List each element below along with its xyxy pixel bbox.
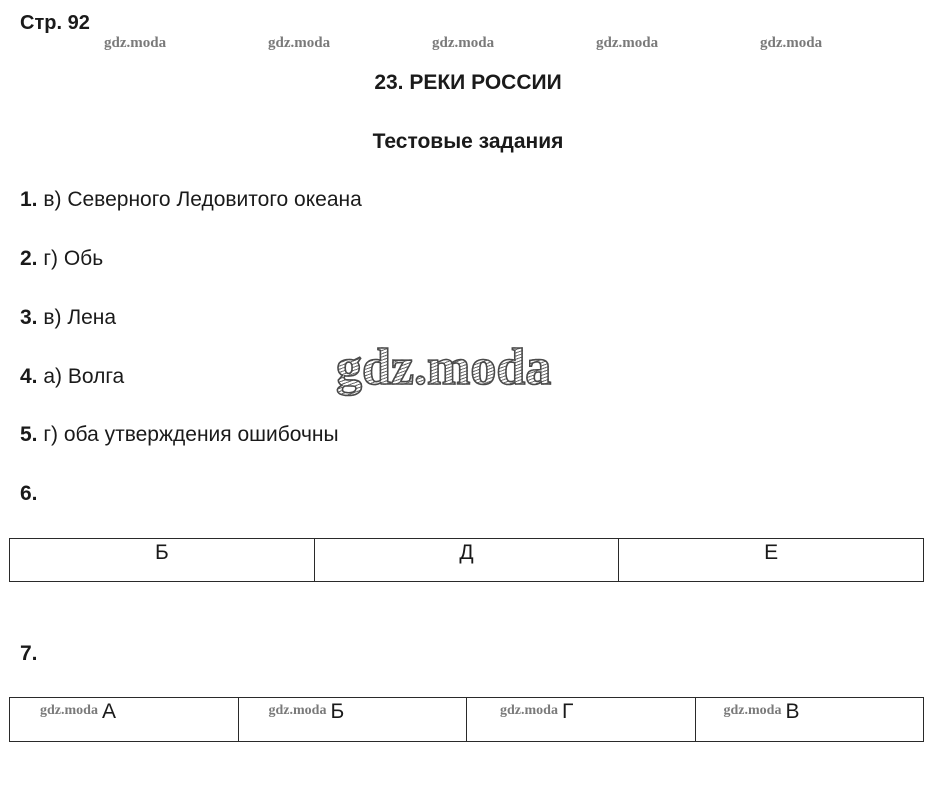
watermark-top-4: gdz.moda — [596, 35, 659, 51]
section-subtitle: Тестовые задания — [372, 130, 564, 153]
answer-text: г) Обь — [37, 247, 104, 270]
answer-text: а) Волга — [37, 365, 125, 388]
table-cell — [695, 698, 924, 742]
answer-number: 4. — [20, 365, 38, 388]
watermark-cell: gdz.moda — [723, 703, 782, 718]
table-row — [10, 698, 924, 742]
cell-value: В — [785, 700, 800, 723]
answer-7-table — [9, 697, 924, 742]
section-title: 23. РЕКИ РОССИИ — [374, 71, 562, 94]
table-cell: Е — [619, 539, 924, 582]
cell-value: Г — [561, 700, 574, 723]
answer-number: 1. — [20, 188, 38, 211]
answer-text: в) Северного Ледовитого океана — [37, 188, 362, 211]
answer-number: 7. — [20, 642, 38, 665]
answer-1 — [20, 188, 362, 212]
answer-number: 3. — [20, 306, 38, 329]
cell-value: А — [101, 700, 116, 723]
answer-3 — [20, 306, 116, 330]
answer-number: 6. — [20, 482, 38, 505]
watermark-cell: gdz.moda — [268, 703, 327, 718]
watermark-top-2: gdz.moda — [268, 35, 331, 51]
answer-text: г) оба утверждения ошибочны — [37, 423, 339, 446]
watermark-cell: gdz.moda — [40, 703, 98, 718]
watermark-cell: gdz.moda — [500, 703, 558, 718]
answer-6 — [20, 482, 38, 506]
table-cell — [467, 698, 696, 742]
answer-2 — [20, 247, 103, 271]
table-cell: Б — [10, 539, 315, 582]
cell-value: Б — [330, 700, 345, 723]
answer-number: 2. — [20, 247, 38, 270]
watermark-center: gdz.moda — [336, 339, 552, 396]
table-cell — [10, 698, 239, 742]
answer-6-table — [9, 538, 924, 582]
table-row — [10, 539, 924, 582]
answer-number: 5. — [20, 423, 38, 446]
page-label: Стр. 92 — [20, 12, 90, 34]
answer-text: в) Лена — [37, 306, 117, 329]
table-cell: Д — [314, 539, 619, 582]
table-cell — [238, 698, 467, 742]
watermark-top-5: gdz.moda — [760, 35, 823, 51]
answer-7 — [20, 642, 38, 666]
answer-5 — [20, 423, 339, 447]
watermark-top-3: gdz.moda — [432, 35, 495, 51]
watermark-top-1: gdz.moda — [104, 35, 167, 51]
answer-4 — [20, 365, 124, 389]
